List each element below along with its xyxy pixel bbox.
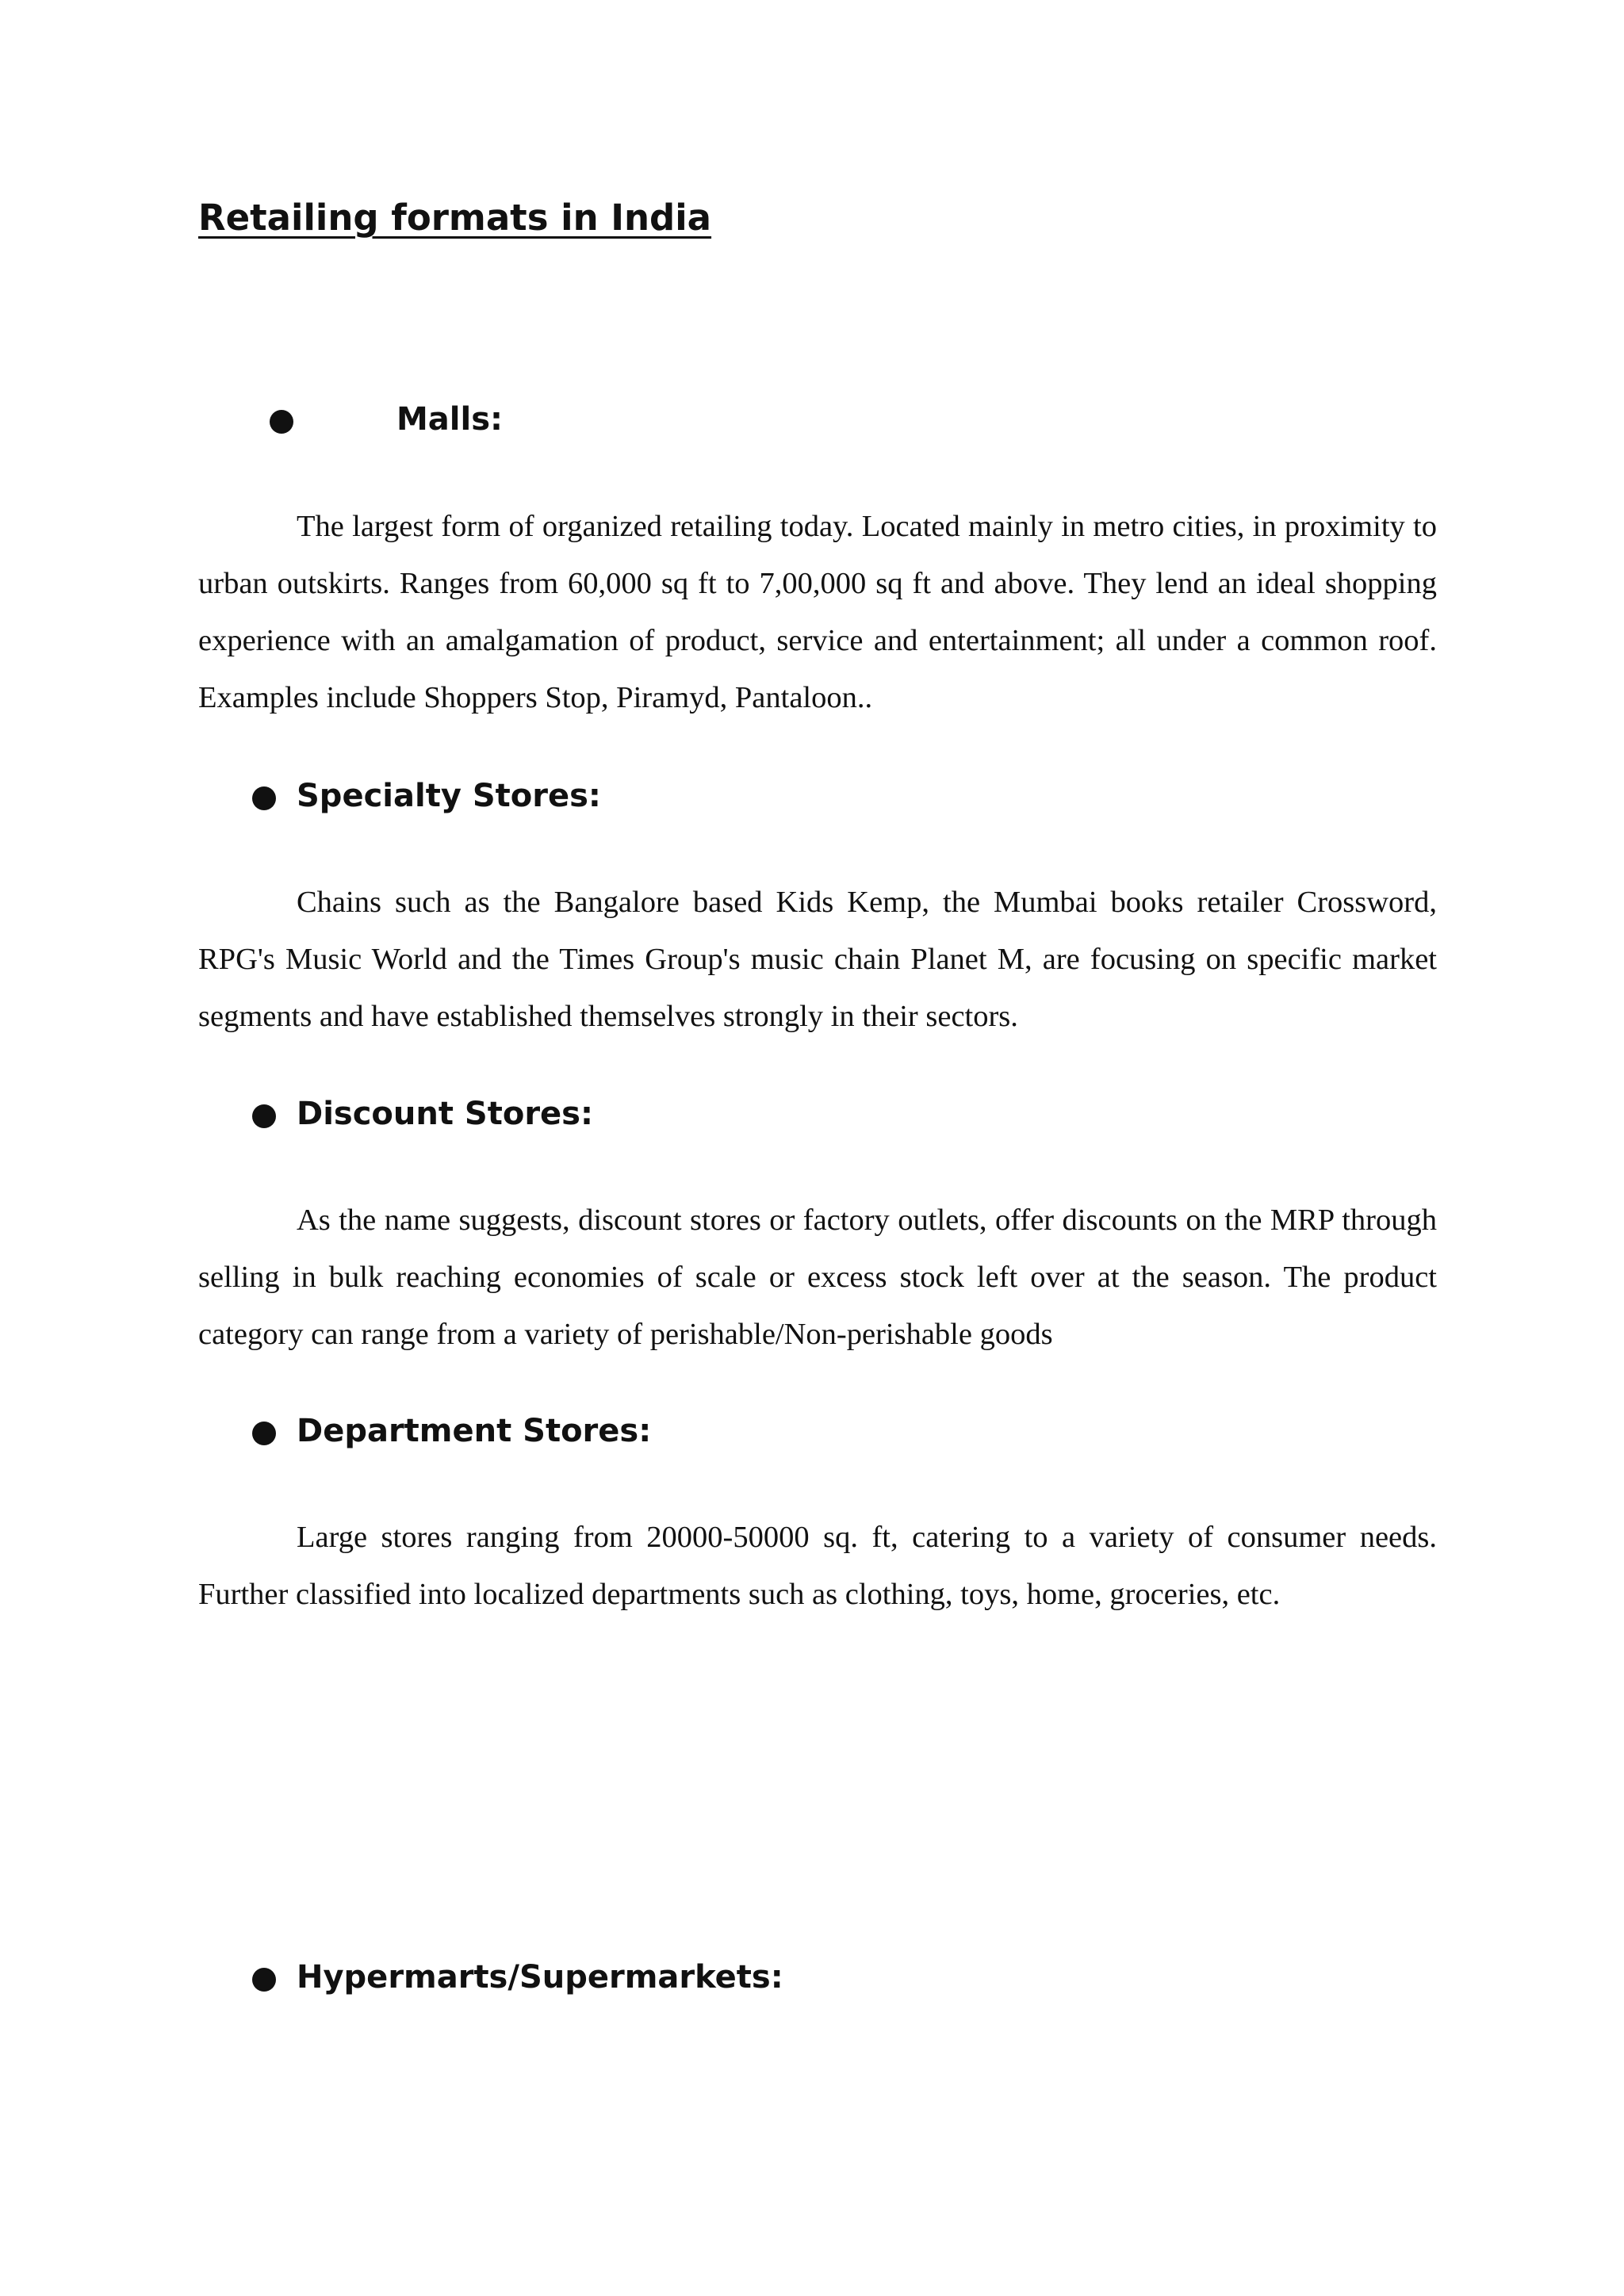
section-body-department-stores: Large stores ranging from 20000-50000 sq. ft, catering to a variety of consumer needs. Further classified into localized departments such as clothing, toys, home, groceries, etc. [198,1521,1437,1611]
section-body-discount-stores: As the name suggests, discount stores or factory outlets, offer discounts on the MRP through selling in bulk reaching economies of scale or excess stock left over at the season. The product category can range from a variety of perishable/Non-perishable goods [198,1203,1437,1351]
page-title: Retailing formats in India [198,197,712,239]
section-heading-malls: Malls: [396,401,504,438]
bullet-icon [252,786,276,810]
bullet-icon [252,1968,276,1992]
bullet-icon [270,410,293,434]
section-heading-discount-stores: Discount Stores: [297,1096,593,1132]
section-heading-specialty-stores: Specialty Stores: [297,778,601,814]
section-heading-hypermarts-supermarkets: Hypermarts/Supermarkets: [297,1959,783,1996]
section-body-malls: The largest form of organized retailing today. Located mainly in metro cities, in proximity to urban outskirts. Ranges from 60,000 sq ft to 7,00,000 sq ft and above. They lend an ideal shopping experience with an amalgamation of product, service and entertainment; all under a common roof. Examples include Shoppers Stop, Piramyd, Pantaloon.. [198,510,1437,714]
bullet-icon [252,1104,276,1128]
bullet-icon [252,1422,276,1445]
section-heading-department-stores: Department Stores: [297,1413,652,1449]
section-body-specialty-stores: Chains such as the Bangalore based Kids Kemp, the Mumbai books retailer Crossword, RPG's Music World and the Times Group's music chain Planet M, are focusing on specific market segments and have established themselves strongly in their sectors. [198,886,1437,1033]
